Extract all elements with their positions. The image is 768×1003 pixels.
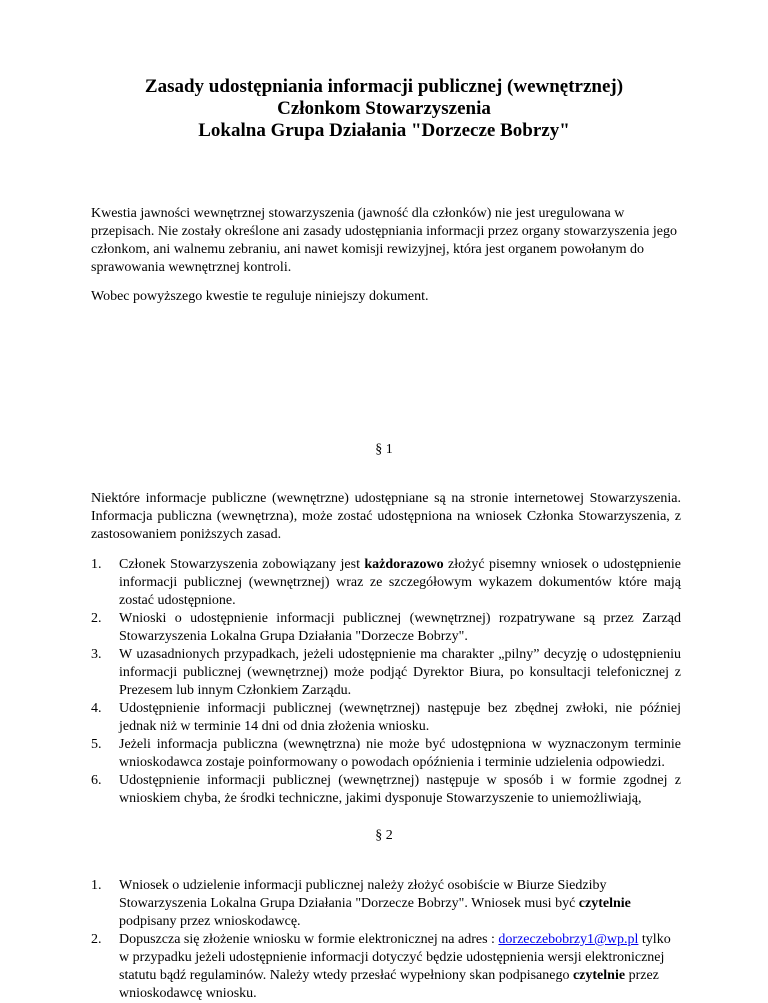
section-1-heading: § 1 [375, 442, 393, 457]
list-item [91, 700, 681, 736]
title-line-2: Członkom Stowarzyszenia [277, 98, 491, 119]
list-item-number: 5. [91, 737, 102, 752]
list-item-number: 4. [91, 701, 102, 716]
emphasis-text: czytelnie [578, 896, 631, 911]
list-item-text: Dopuszcza się złożenie wniosku w formie elektronicznej na adres : dorzeczebobrzy1@wp.pl tylko w przypadku jeżeli udostępnienie informacji dotyczyć będzie udostępnienia wersji elektronicznej statutu bądź regulaminów. Należy wtedy przesłać wypełniony skan podpisanego czytelnie przez wnioskodawcę wniosku. [119, 932, 671, 1001]
list-item-text: Udostępnienie informacji publicznej (wewnętrznej) następuje bez zbędnej zwłoki, nie później jednak niż w terminie 14 dni od dnia złożenia wniosku. [119, 701, 681, 734]
list-item-number: 1. [91, 878, 102, 893]
list-item-number: 6. [91, 773, 102, 788]
intro-paragraph-2: Wobec powyższego kwestie te reguluje niniejszy dokument. [91, 289, 429, 304]
list-item [91, 610, 681, 646]
list-item-text: Wniosek o udzielenie informacji publicznej należy złożyć osobiście w Biurze Siedziby Stowarzyszenia Lokalna Grupa Działania "Dorzecze Bobrzy". Wniosek musi być czytelnie podpisany przez wnioskodawcę. [119, 878, 631, 929]
emphasis-text: czytelnie [572, 968, 626, 983]
list-item-number: 1. [91, 557, 102, 572]
title-line-3: Lokalna Grupa Działania "Dorzecze Bobrzy" [198, 120, 570, 141]
list-item-text: Wnioski o udostępnienie informacji publicznej (wewnętrznej) rozpatrywane są przez Zarząd Stowarzyszenia Lokalna Grupa Działania "Dorzecze Bobrzy". [119, 611, 681, 644]
list-item [91, 931, 681, 1003]
intro-paragraph-1: Kwestia jawności wewnętrznej stowarzyszenia (jawność dla członków) nie jest uregulowana w przepisach. Nie zostały określone ani zasady udostępniania informacji przez organy stowarzyszenia jego członkom, ani walnemu zebraniu, ani nawet komisji rewizyjnej, która jest organem powołanym do sprawowania wewnętrznej kontroli. [91, 206, 677, 275]
document-title [0, 76, 768, 142]
email-link[interactable]: dorzeczebobrzy1@wp.pl [498, 932, 639, 947]
list-item-number: 2. [91, 611, 102, 626]
section-1-intro: Niektóre informacje publiczne (wewnętrzne) udostępniane są na stronie internetowej Stowarzyszenia. Informacja publiczna (wewnętrzna), może zostać udostępniona na wniosek Członka Stowarzyszenia, z zastosowaniem poniższych zasad. [91, 491, 681, 542]
list-item-text: Jeżeli informacja publiczna (wewnętrzna) nie może być udostępniona w wyznaczonym terminie wnioskodawca zostaje poinformowany o powodach opóźnienia i terminie udzielenia odpowiedzi. [119, 737, 681, 770]
list-item [91, 736, 681, 772]
list-item [91, 877, 681, 931]
section-2-list [91, 877, 681, 1003]
section-2-heading: § 2 [375, 828, 393, 843]
list-item [91, 646, 681, 700]
list-item [91, 556, 681, 610]
list-item-number: 3. [91, 647, 102, 662]
emphasis-text: każdorazowo [364, 557, 444, 572]
list-item-text: Udostępnienie informacji publicznej (wewnętrznej) następuje w sposób i w formie zgodnej z wnioskiem chyba, że środki techniczne, jakimi dysponuje Stowarzyszenie to uniemożliwiają, [119, 773, 681, 806]
list-item-text: Członek Stowarzyszenia zobowiązany jest każdorazowo złożyć pisemny wniosek o udostępnienie informacji publicznej (wewnętrznej) wraz ze szczegółowym wykazem dokumentów które mają zostać udostępnione. [119, 557, 681, 608]
list-item [91, 772, 681, 808]
list-item-text: W uzasadnionych przypadkach, jeżeli udostępnienie ma charakter „pilny” decyzję o udostępnieniu informacji publicznej (wewnętrznej) może podjąć Dyrektor Biura, po konsultacji telefonicznej z Prezesem lub innym Członkiem Zarządu. [119, 647, 681, 698]
section-1-list [91, 556, 681, 808]
title-line-1: Zasady udostępniania informacji publicznej (wewnętrznej) [144, 76, 624, 97]
list-item-number: 2. [91, 932, 102, 947]
